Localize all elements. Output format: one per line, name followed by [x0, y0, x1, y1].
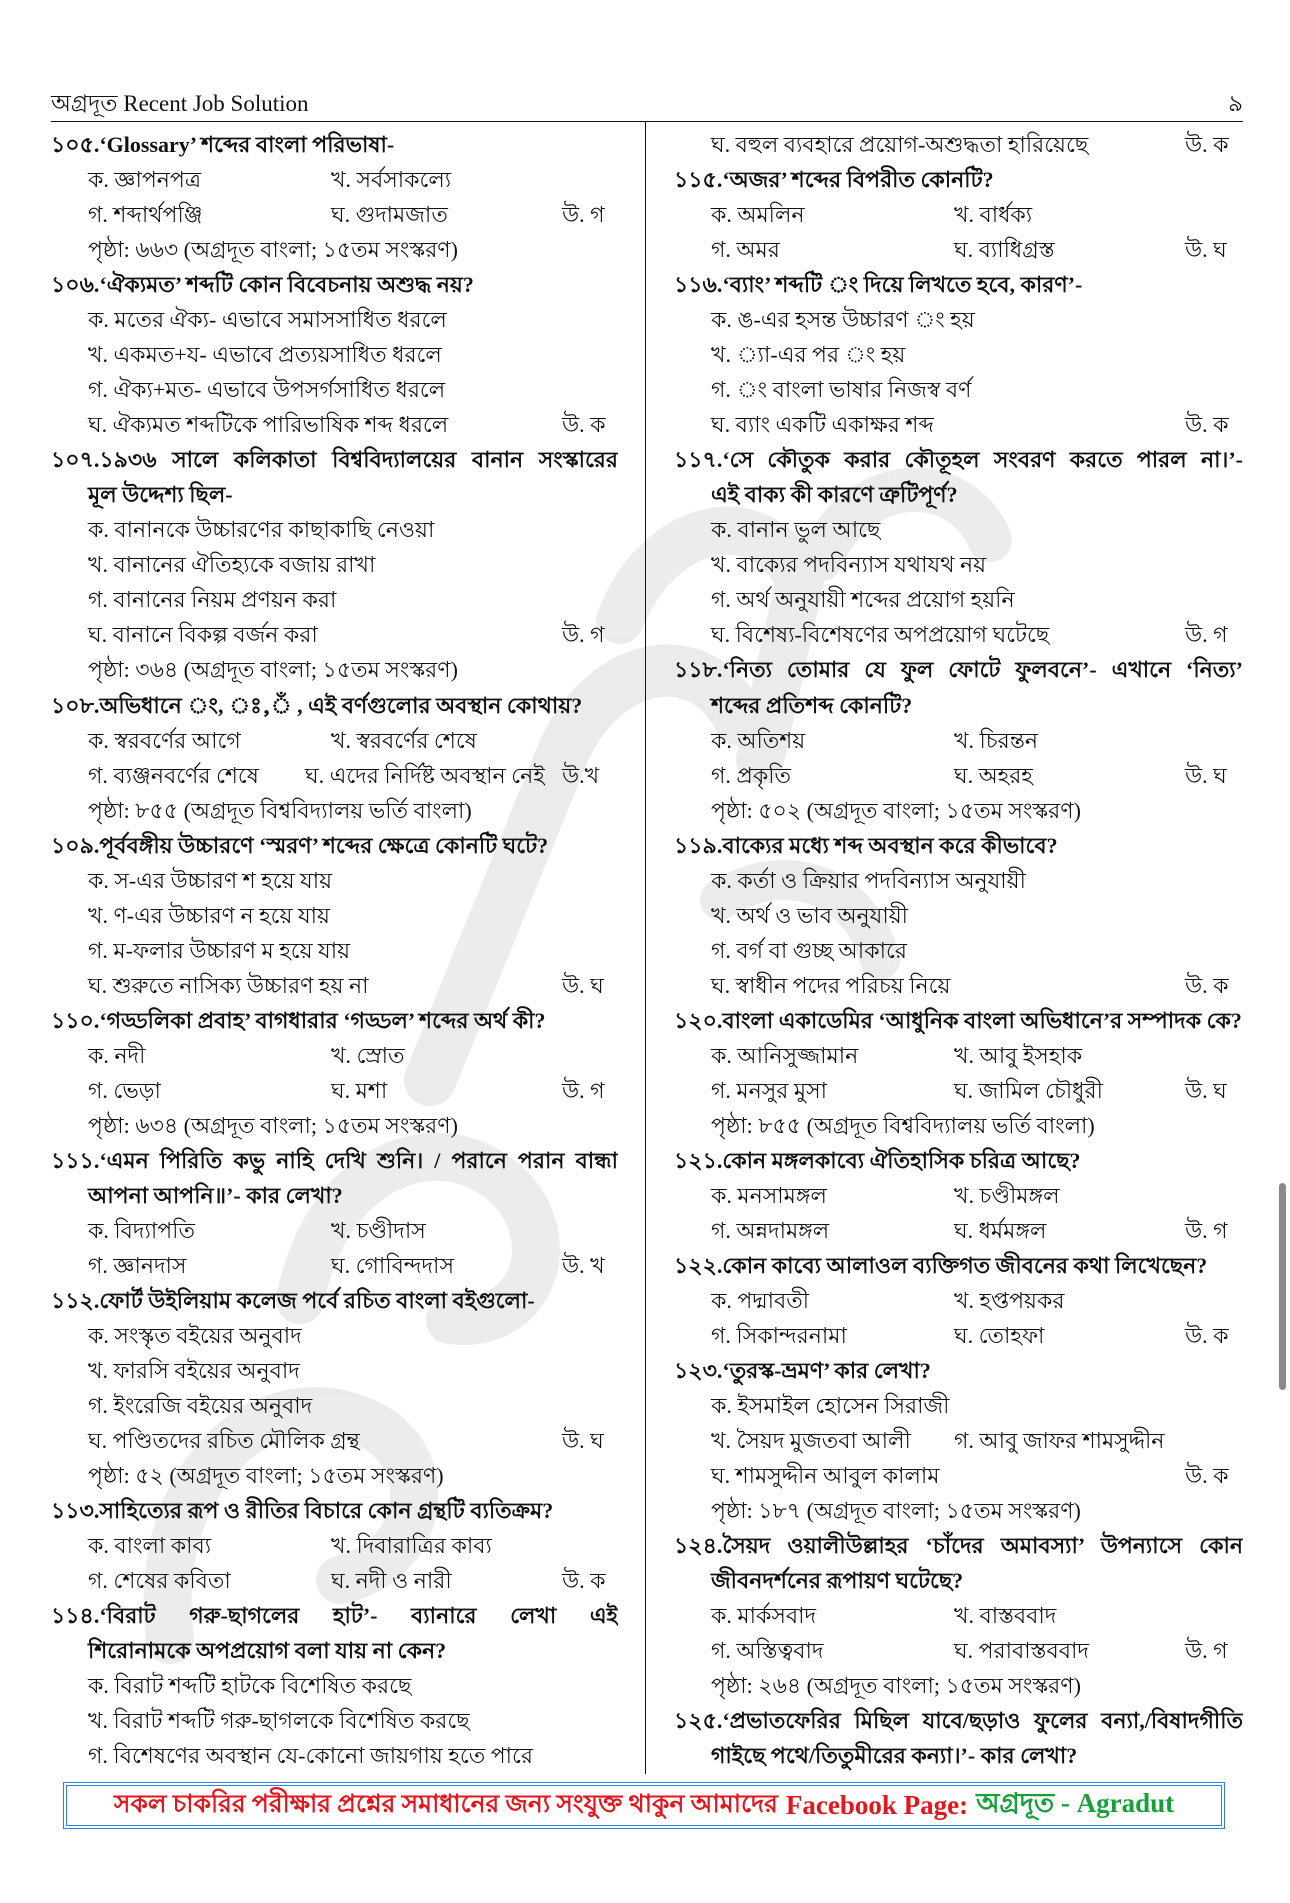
text-line — [674, 1353, 1243, 1388]
option: ঘ. ধর্মমঙ্গল — [954, 1217, 1047, 1243]
text-line — [674, 1073, 1243, 1108]
page-reference: পৃষ্ঠা: ৩৬৪ (অগ্রদূত বাংলা; ১৫তম সংস্করণ) — [88, 657, 458, 683]
option: খ. চিরন্তন — [954, 727, 1039, 753]
running-header-title: অগ্রদূত Recent Job Solution — [51, 91, 309, 116]
text-line — [674, 1458, 1243, 1493]
option: ক. স-এর উচ্চারণ শ হয়ে যায় — [88, 867, 333, 893]
answer: উ. গ — [1185, 1217, 1228, 1243]
answer: উ. ঘ — [1185, 237, 1227, 263]
option: গ. অস্তিত্ববাদ — [711, 1638, 824, 1664]
text-line — [51, 652, 618, 687]
option: গ. ইংরেজি বইয়ের অনুবাদ — [88, 1393, 313, 1419]
text-line — [674, 512, 1243, 547]
answer: উ. ঘ — [562, 1428, 604, 1454]
text-line — [674, 1108, 1243, 1143]
text-line — [674, 372, 1243, 407]
text-line — [51, 372, 618, 407]
question-text: ১১৬.‘ব্যাং’ শব্দটি ং দিয়ে লিখতে হবে, কারণ’- — [674, 272, 1083, 298]
option: ঘ. বানানে বিকল্প বর্জন করা — [88, 622, 318, 648]
text-line — [674, 1703, 1243, 1738]
text-line — [51, 1458, 618, 1493]
option: ঘ. শুরুতে নাসিক্য উচ্চারণ হয় না — [88, 972, 369, 998]
text-line — [51, 1143, 618, 1178]
option: ক. মার্কসবাদ — [711, 1603, 817, 1629]
text-line — [51, 337, 618, 372]
option: ঘ. ব্যাধিগ্রস্ত — [954, 237, 1055, 263]
text-line — [51, 232, 618, 267]
option: গ. বানানের নিয়ম প্রণয়ন করা — [88, 587, 337, 613]
text-line — [674, 1213, 1243, 1248]
option: গ. জ্ঞানদাস — [88, 1253, 187, 1278]
option: খ. একমত+য- এভাবে প্রত্যয়সাধিত ধরলে — [88, 342, 442, 368]
text-line — [674, 1563, 1243, 1598]
text-line — [674, 232, 1243, 267]
text-line — [51, 197, 618, 232]
answer: উ. গ — [1185, 1638, 1228, 1664]
option: গ. সিকান্দরনামা — [711, 1323, 847, 1349]
text-line — [674, 723, 1243, 758]
footer-message: সকল চাকরির পরীক্ষার প্রশ্নের সমাধানের জন্য সংযুক্ত থাকুন আমাদের — [113, 1791, 778, 1818]
text-line — [674, 828, 1243, 863]
page-reference: পৃষ্ঠা: ৬৬৩ (অগ্রদূত বাংলা; ১৫তম সংস্করণ) — [88, 237, 458, 263]
text-line — [674, 1633, 1243, 1668]
question-text: ১১১.‘এমন পিরিতি কভু নাহি দেখি শুনি। / পরানে পরান বান্ধা — [51, 1147, 618, 1173]
answer: উ. গ — [562, 622, 605, 648]
question-continuation: এই বাক্য কী কারণে ত্রুটিপূর্ণ? — [711, 482, 958, 508]
question-text: ১২৩.‘তুরস্ক-ভ্রমণ’ কার লেখা? — [674, 1358, 931, 1384]
page-reference: পৃষ্ঠা: ২৬৪ (অগ্রদূত বাংলা; ১৫তম সংস্করণ) — [711, 1673, 1081, 1699]
option: খ. দিবারাত্রির কাব্য — [331, 1533, 492, 1559]
text-line — [674, 758, 1243, 793]
text-line — [51, 1038, 618, 1073]
text-line — [51, 933, 618, 968]
option: ক. সংস্কৃত বইয়ের অনুবাদ — [88, 1323, 302, 1349]
answer: উ. ক — [1185, 1463, 1229, 1489]
option: গ. অন্নদামঙ্গল — [711, 1217, 830, 1243]
option: গ. প্রকৃতি — [711, 762, 792, 788]
question-continuation: মূল উদ্দেশ্য ছিল- — [88, 482, 233, 508]
text-line — [674, 407, 1243, 442]
option: খ. বাক্যের পদবিন্যাস যথাযথ নয় — [711, 552, 987, 578]
option: খ. হপ্তপয়কর — [954, 1288, 1065, 1314]
option: খ. অর্থ ও ভাব অনুযায়ী — [711, 902, 908, 928]
question-text: ১২৫.‘প্রভাতফেরির মিছিল যাবে/ছড়াও ফুলের বন্যা,/বিষাদগীতি — [674, 1708, 1243, 1734]
scrollbar-thumb[interactable] — [1279, 1183, 1286, 1390]
option: খ. বাস্তববাদ — [954, 1603, 1057, 1629]
question-text: ১০৮.অভিধানে ং, ঃ,ঁ , এই বর্ণগুলোর অবস্থান কোথায়? — [51, 692, 583, 718]
text-line — [51, 512, 618, 547]
option: ঘ. শামসুদ্দীন আবুল কালাম — [711, 1463, 940, 1489]
question-text: ১১৭.‘সে কৌতুক করার কৌতূহল সংবরণ করতে পারল না।’- — [674, 447, 1243, 473]
question-text: ১০৯.পূর্ববঙ্গীয় উচ্চারণে ‘স্মরণ’ শব্দের ক্ষেত্রে কোনটি ঘটে? — [51, 832, 549, 858]
text-line — [51, 793, 618, 828]
text-line — [674, 1598, 1243, 1633]
option: গ. ভেড়া — [88, 1077, 161, 1103]
text-line — [51, 477, 618, 512]
text-line — [51, 1318, 618, 1353]
question-text: ১০৬.‘ঐক্যমত’ শব্দটি কোন বিবেচনায় অশুদ্ধ নয়? — [51, 272, 474, 298]
text-line — [51, 863, 618, 898]
text-line — [51, 1178, 618, 1213]
text-line — [674, 1143, 1243, 1178]
option: গ. মনসুর মুসা — [711, 1077, 828, 1103]
option: ক. বিদ্যাপতি — [88, 1217, 195, 1243]
page-reference: পৃষ্ঠা: ১৮৭ (অগ্রদূত বাংলা; ১৫তম সংস্করণ) — [711, 1498, 1081, 1524]
text-line — [674, 127, 1243, 162]
option: ঘ. অহরহ — [954, 762, 1033, 788]
answer: উ. ঘ — [1185, 1077, 1227, 1103]
answer: উ. গ — [562, 1077, 605, 1103]
option: ঘ. তোহফা — [954, 1323, 1045, 1349]
option: ক. আনিসুজ্জামান — [711, 1042, 859, 1068]
option: গ. শব্দার্থপঞ্জি — [88, 202, 203, 228]
text-line — [51, 1703, 618, 1738]
text-line — [674, 197, 1243, 232]
question-text: ১২৪.সৈয়দ ওয়ালীউল্লাহর ‘চাঁদের অমাবস্যা’ উপন্যাসে কোন — [674, 1533, 1243, 1559]
question-continuation: শিরোনামকে অপপ্রয়োগ বলা যায় না কেন? — [88, 1638, 447, 1664]
footer-brand: অগ্রদূত - Agradut — [976, 1788, 1175, 1818]
text-line — [51, 267, 618, 302]
text-line — [674, 1668, 1243, 1703]
text-line — [51, 1353, 618, 1388]
option: গ. অর্থ অনুযায়ী শব্দের প্রয়োগ হয়নি — [711, 587, 1015, 613]
question-text: ১২২.কোন কাব্যে আলাওল ব্যক্তিগত জীবনের কথা লিখেছেন? — [674, 1253, 1208, 1278]
question-text: ১০৫.‘Glossary’ শব্দের বাংলা পরিভাষা- — [51, 132, 395, 157]
answer: উ. ক — [562, 1568, 606, 1594]
text-line — [51, 1108, 618, 1143]
option: ঘ. মশা — [331, 1077, 388, 1103]
option: ঘ. গোবিন্দদাস — [331, 1253, 454, 1278]
question-continuation: গাইছে পথে/তিতুমীরের কন্যা।’- কার লেখা? — [711, 1743, 1078, 1769]
text-line — [51, 1248, 618, 1283]
option: খ. চণ্ডীদাস — [331, 1217, 426, 1243]
option: ঘ. জামিল চৌধুরী — [954, 1077, 1103, 1103]
text-line — [674, 1493, 1243, 1528]
option: ঘ. গুদামজাত — [331, 202, 448, 228]
text-line — [51, 1388, 618, 1423]
text-line — [674, 162, 1243, 197]
text-line — [51, 828, 618, 863]
answer: উ. ঘ — [562, 972, 604, 998]
option: গ. শেষের কবিতা — [88, 1568, 231, 1594]
answer: উ. ক — [562, 412, 606, 438]
option: গ. অমর — [711, 237, 780, 263]
answer: উ.খ — [562, 762, 600, 788]
option: খ. চণ্ডীমঙ্গল — [954, 1182, 1060, 1208]
text-line — [51, 758, 618, 793]
right-column — [674, 127, 1243, 1775]
text-line — [51, 688, 618, 723]
option: ক. অমলিন — [711, 202, 805, 228]
option: ক. মতের ঐক্য- এভাবে সমাসসাধিত ধরলে — [88, 307, 447, 333]
page-reference: পৃষ্ঠা: ৮৫৫ (অগ্রদূত বিশ্ববিদ্যালয় ভর্তি বাংলা) — [711, 1112, 1095, 1138]
text-line — [674, 1388, 1243, 1423]
text-line — [51, 723, 618, 758]
option: ঘ. বিশেষ্য-বিশেষণের অপপ্রয়োগ ঘটেছে — [711, 622, 1050, 648]
text-line — [674, 898, 1243, 933]
question-text: ১১০.‘গড্ডলিকা প্রবাহ’ বাগধারার ‘গড্ডল’ শব্দের অর্থ কী? — [51, 1007, 546, 1033]
option: গ. বিশেষণের অবস্থান যে-কোনো জায়গায় হতে পারে — [88, 1743, 533, 1769]
text-line — [674, 1423, 1243, 1458]
text-line — [674, 1003, 1243, 1038]
option: ক. বিরাট শব্দটি হাটকে বিশেষিত করছে — [88, 1673, 412, 1699]
text-line — [674, 1738, 1243, 1773]
page-reference: পৃষ্ঠা: ৬৩৪ (অগ্রদূত বাংলা; ১৫তম সংস্করণ) — [88, 1112, 458, 1138]
text-line — [51, 1668, 618, 1703]
text-line — [51, 162, 618, 197]
option: ঘ. পরাবাস্তববাদ — [954, 1638, 1089, 1664]
option: ঘ. বহুল ব্যবহারে প্রয়োগ-অশুদ্ধতা হারিয়েছে — [711, 132, 1089, 157]
text-line — [51, 1423, 618, 1458]
text-line — [674, 1528, 1243, 1563]
option: গ. ম-ফলার উচ্চারণ ম হয়ে যায় — [88, 937, 351, 963]
answer: উ. ক — [1185, 972, 1229, 998]
text-line — [51, 1003, 618, 1038]
text-line — [51, 1598, 618, 1633]
answer: উ. ক — [1185, 132, 1229, 157]
text-line — [674, 267, 1243, 302]
question-text: ১২০.বাংলা একাডেমির ‘আধুনিক বাংলা অভিধানে’র সম্পাদক কে? — [674, 1007, 1242, 1033]
option: গ. বর্গ বা গুচ্ছ আকারে — [711, 937, 907, 963]
text-line — [51, 582, 618, 617]
option: ক. অতিশয় — [711, 727, 806, 753]
text-line — [674, 617, 1243, 652]
option: গ. ং বাংলা ভাষার নিজস্ব বর্ণ — [711, 377, 972, 403]
text-line — [674, 1248, 1243, 1283]
text-line — [674, 652, 1243, 687]
text-line — [51, 617, 618, 652]
option: ঘ. নদী ও নারী — [331, 1568, 452, 1594]
text-line — [51, 898, 618, 933]
question-continuation: আপনা আপনি॥’- কার লেখা? — [88, 1182, 343, 1208]
text-line — [51, 968, 618, 1003]
option: ক. বানানকে উচ্চারণের কাছাকাছি নেওয়া — [88, 517, 435, 543]
option: গ. ঐক্য+মত- এভাবে উপসর্গসাধিত ধরলে — [88, 377, 446, 403]
text-line — [674, 1283, 1243, 1318]
footer-facebook-label: Facebook Page: — [785, 1790, 969, 1820]
option: খ. স্রোত — [331, 1042, 405, 1068]
option: খ. ণ-এর উচ্চারণ ন হয়ে যায় — [88, 902, 330, 928]
option: ক. পদ্মাবতী — [711, 1288, 810, 1314]
text-line — [51, 127, 618, 162]
text-line — [674, 933, 1243, 968]
text-line — [674, 968, 1243, 1003]
text-line — [51, 1213, 618, 1248]
text-line — [674, 442, 1243, 477]
option: ক. জ্ঞাপনপত্র — [88, 167, 201, 193]
text-line — [51, 1738, 618, 1773]
footer-banner — [63, 1782, 1225, 1829]
question-text: ১১২.ফোর্ট উইলিয়াম কলেজ পর্বে রচিত বাংলা বইগুলো- — [51, 1288, 535, 1314]
option: ক. স্বরবর্ণের আগে — [88, 727, 241, 753]
question-text: ১১৮.‘নিত্য তোমার যে ফুল ফোটে ফুলবনে’- এখানে ‘নিত্য’ — [674, 657, 1243, 683]
option: ক. ঙ-এর হসন্ত উচ্চারণ ং হয় — [711, 307, 975, 333]
answer: উ. খ — [562, 1253, 605, 1278]
text-line — [51, 1563, 618, 1598]
text-line — [674, 1038, 1243, 1073]
text-line — [51, 1633, 618, 1668]
option: ঘ. স্বাধীন পদের পরিচয় নিয়ে — [711, 972, 951, 998]
option: ক. ইসমাইল হোসেন সিরাজী — [711, 1393, 950, 1419]
column-divider — [645, 122, 646, 1774]
option: খ. স্বরবর্ণের শেষে — [331, 727, 477, 753]
text-line — [674, 688, 1243, 723]
text-line — [51, 1283, 618, 1318]
page-reference: পৃষ্ঠা: ৮৫৫ (অগ্রদূত বিশ্ববিদ্যালয় ভর্তি বাংলা) — [88, 797, 472, 823]
question-text: ১১৩.সাহিত্যের রূপ ও রীতির বিচারে কোন গ্রন্থটি ব্যতিক্রম? — [51, 1498, 554, 1524]
text-line — [674, 1178, 1243, 1213]
text-line — [674, 547, 1243, 582]
text-line — [674, 793, 1243, 828]
question-continuation: শব্দের প্রতিশব্দ কোনটি? — [711, 692, 913, 718]
text-line — [674, 582, 1243, 617]
option: ঘ. পণ্ডিতদের রচিত মৌলিক গ্রন্থ — [88, 1428, 360, 1454]
text-line — [51, 1493, 618, 1528]
option: খ. ্যা-এর পর ং হয় — [711, 342, 906, 368]
page-number: ৯ — [1228, 91, 1243, 116]
option: ক. বাংলা কাব্য — [88, 1533, 212, 1559]
option: গ. ব্যঞ্জনবর্ণের শেষে — [88, 762, 259, 788]
text-line — [674, 302, 1243, 337]
left-column — [51, 127, 618, 1775]
option: ক. মনসামঙ্গল — [711, 1182, 827, 1208]
text-line — [674, 1318, 1243, 1353]
text-line — [51, 407, 618, 442]
option: খ. সৈয়দ মুজতবা আলী — [711, 1428, 911, 1454]
page-reference: পৃষ্ঠা: ৫২ (অগ্রদূত বাংলা; ১৫তম সংস্করণ) — [88, 1463, 444, 1489]
question-text: ১০৭.১৯৩৬ সালে কলিকাতা বিশ্ববিদ্যালয়ের বানান সংস্কারের — [51, 447, 618, 473]
answer: উ. গ — [562, 202, 605, 228]
text-line — [51, 1073, 618, 1108]
option: ক. বানান ভুল আছে — [711, 517, 881, 543]
option: খ. সর্বসাকল্যে — [331, 167, 452, 193]
text-line — [674, 337, 1243, 372]
answer: উ. ঘ — [1185, 762, 1227, 788]
text-line — [51, 302, 618, 337]
answer: উ. ক — [1185, 412, 1229, 438]
option: খ. বিরাট শব্দটি গরু-ছাগলকে বিশেষিত করছে — [88, 1708, 470, 1734]
option: ঘ. ব্যাং একটি একাক্ষর শব্দ — [711, 412, 934, 438]
option: ঘ. এদের নির্দিষ্ট অবস্থান নেই — [305, 762, 545, 788]
answer: উ. গ — [1185, 622, 1228, 648]
option: খ. আবু ইসহাক — [954, 1042, 1083, 1068]
header-rule — [51, 121, 1243, 122]
option: ঘ. ঐক্যমত শব্দটিকে পারিভাষিক শব্দ ধরলে — [88, 412, 449, 438]
question-text: ১১৯.বাক্যের মধ্যে শব্দ অবস্থান করে কীভাবে? — [674, 832, 1058, 858]
question-text: ১১৪.‘বিরাট গরু-ছাগলের হাট’- ব্যানারে লেখা এই — [51, 1603, 618, 1629]
option: গ. আবু জাফর শামসুদ্দীন — [954, 1428, 1165, 1454]
option: খ. বার্ধক্য — [954, 202, 1033, 228]
answer: উ. ক — [1185, 1323, 1229, 1349]
question-continuation: জীবনদর্শনের রূপায়ণ ঘটেছে? — [711, 1568, 964, 1594]
option: খ. বানানের ঐতিহ্যকে বজায় রাখা — [88, 552, 376, 578]
question-text: ১১৫.‘অজর’ শব্দের বিপরীত কোনটি? — [674, 167, 994, 193]
text-line — [51, 547, 618, 582]
text-line — [51, 442, 618, 477]
option: ক. নদী — [88, 1042, 146, 1068]
text-line — [51, 1528, 618, 1563]
question-text: ১২১.কোন মঙ্গলকাব্যে ঐতিহাসিক চরিত্র আছে? — [674, 1147, 1081, 1173]
option: ক. কর্তা ও ক্রিয়ার পদবিন্যাস অনুযায়ী — [711, 867, 1026, 893]
option: খ. ফারসি বইয়ের অনুবাদ — [88, 1358, 300, 1384]
text-line — [674, 477, 1243, 512]
text-line — [674, 863, 1243, 898]
page-reference: পৃষ্ঠা: ৫০২ (অগ্রদূত বাংলা; ১৫তম সংস্করণ) — [711, 797, 1081, 823]
